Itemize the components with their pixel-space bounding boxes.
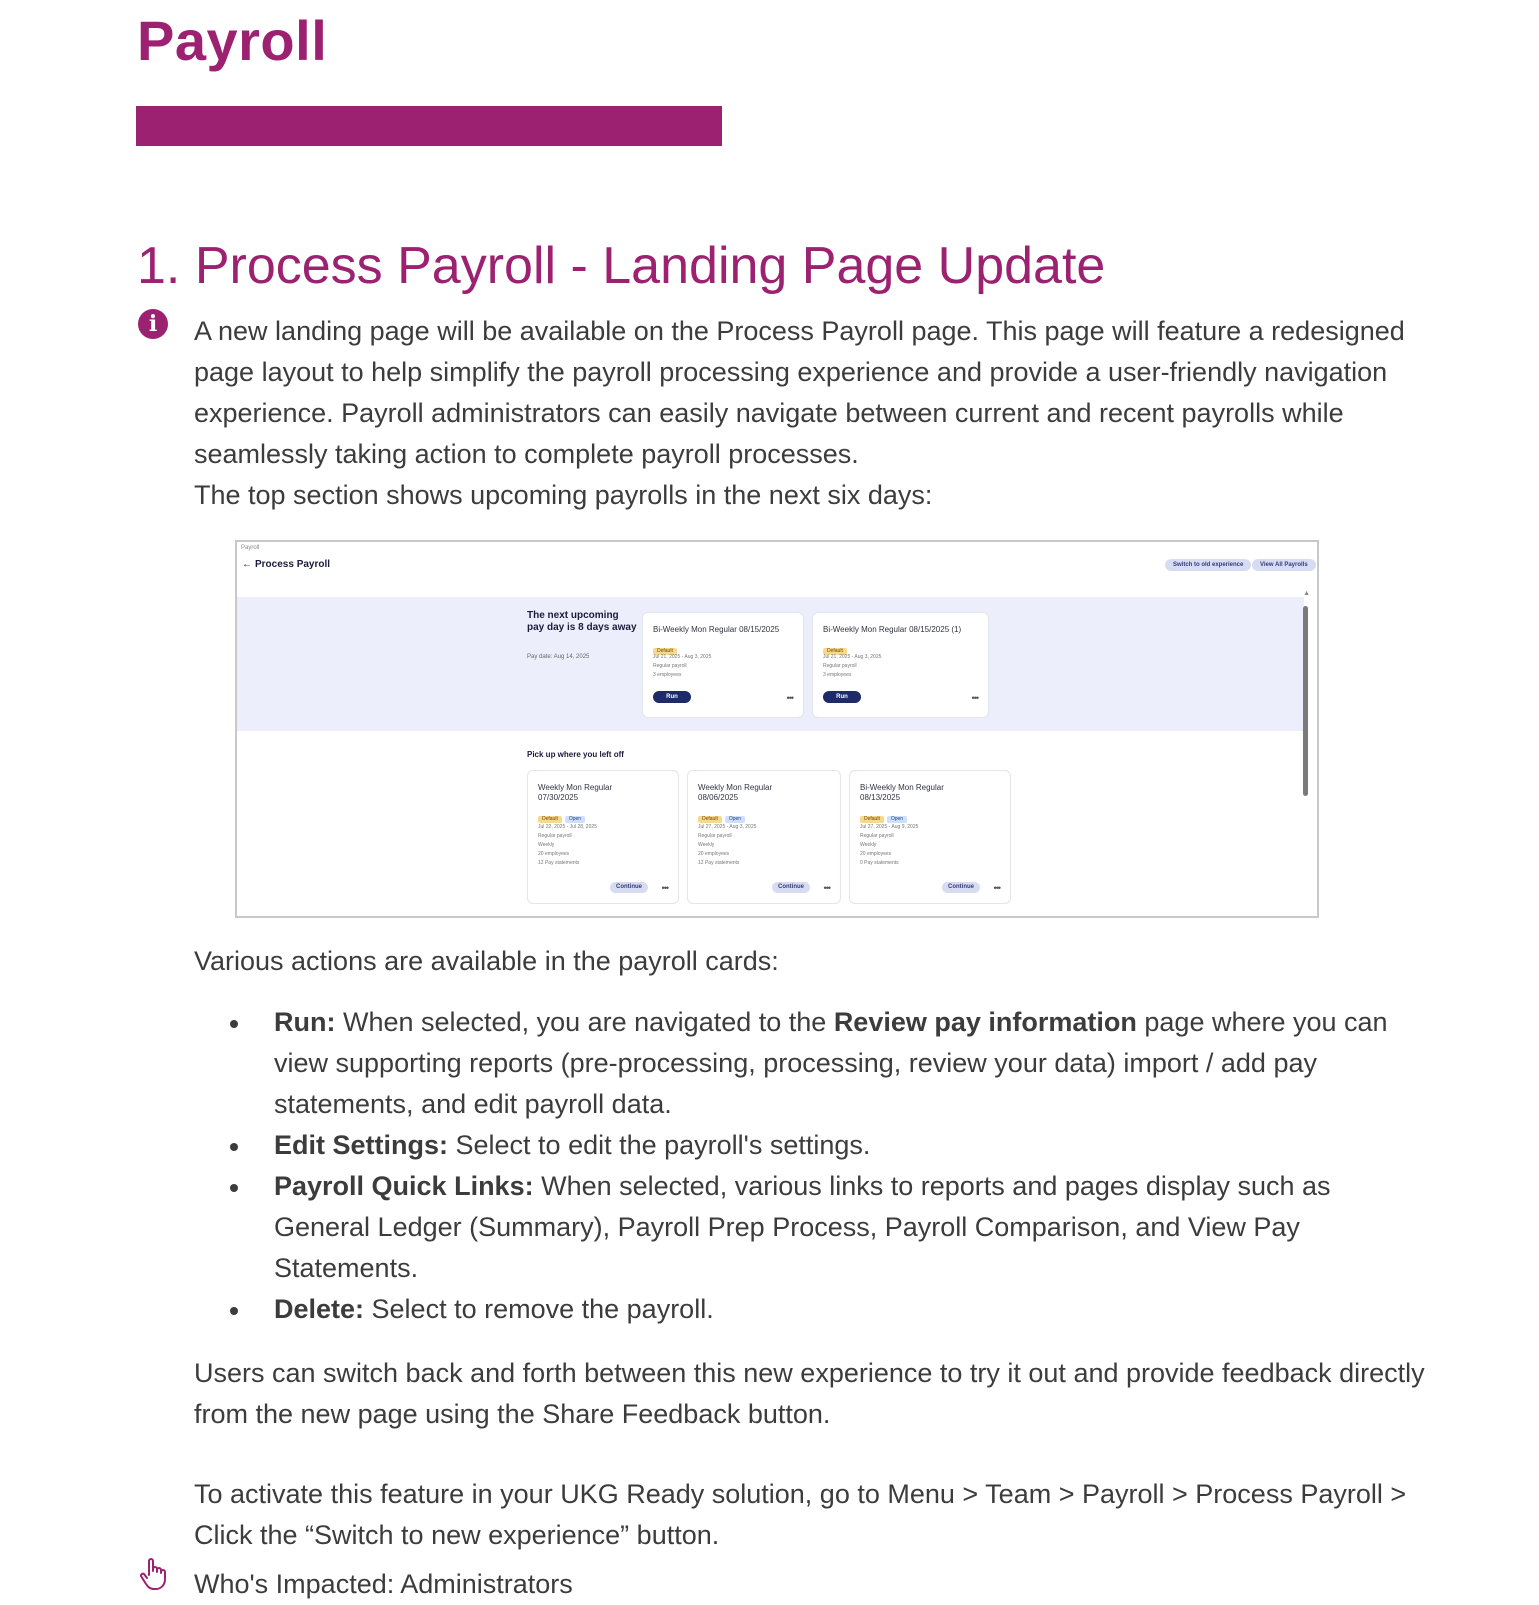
date-range: Jul 27, 2025 - Aug 3, 2025 xyxy=(698,824,757,830)
card-title: Bi-Weekly Mon Regular 08/15/2025 (1) xyxy=(823,625,962,634)
action-label: Payroll Quick Links: xyxy=(274,1171,534,1201)
process-payroll-screenshot xyxy=(235,540,1319,918)
switch-old-experience-button[interactable]: Switch to old experience xyxy=(1165,559,1251,571)
date-range: Jul 21, 2025 - Aug 3, 2025 xyxy=(823,654,882,660)
date-range: Jul 21, 2025 - Aug 3, 2025 xyxy=(653,654,712,660)
screenshot-page-title: Process Payroll xyxy=(255,559,331,570)
open-tag: Open xyxy=(887,816,907,823)
card-date: 07/30/2025 xyxy=(538,793,579,802)
activate-paragraph xyxy=(194,1474,1434,1556)
card-title: Weekly Mon Regular xyxy=(538,783,613,792)
open-tag: Open xyxy=(725,816,745,823)
upcoming-card[interactable] xyxy=(812,612,989,718)
intro-text: A new landing page will be available on the Process Payroll page. This page will feature a redesigned page layout to help simplify the payroll processing experience and provide a user-friendly navigation experience. Payroll administrators can easily navigate between current and recent payrolls while seamlessly taking action to complete payroll processes. xyxy=(194,316,1405,469)
impacted-paragraph xyxy=(194,1564,1434,1605)
action-label: Edit Settings: xyxy=(274,1130,448,1160)
card-title: Weekly Mon Regular xyxy=(698,783,773,792)
frequency: Weekly xyxy=(860,842,877,848)
frequency: Weekly xyxy=(698,842,715,848)
switch-paragraph xyxy=(194,1353,1434,1435)
more-options-icon[interactable]: ••• xyxy=(661,883,668,893)
hand-pointer-icon xyxy=(137,1557,171,1591)
back-arrow-icon[interactable]: ← xyxy=(242,559,252,570)
switch-text: Users can switch back and forth between this new experience to try it out and provide feedback directly from the new page using the Share Feedback button. xyxy=(194,1358,1425,1429)
scroll-up-icon[interactable]: ▲ xyxy=(1303,590,1310,597)
payroll-type: Regular payroll xyxy=(698,833,732,839)
payroll-type: Regular payroll xyxy=(653,663,687,669)
continue-button[interactable]: Continue xyxy=(610,882,648,893)
employee-count: 20 employees xyxy=(538,851,570,857)
default-tag: Default xyxy=(698,816,722,823)
title-underline-bar xyxy=(136,106,722,146)
recent-card[interactable] xyxy=(527,770,679,904)
action-label: Run: xyxy=(274,1007,336,1037)
default-tag: Default xyxy=(538,816,562,823)
payroll-type: Regular payroll xyxy=(823,663,857,669)
list-item-edit-settings: Edit Settings: Select to edit the payroll's settings. xyxy=(194,1125,1394,1166)
upcoming-card[interactable] xyxy=(642,612,804,718)
continue-button[interactable]: Continue xyxy=(772,882,810,893)
pick-up-title: Pick up where you left off xyxy=(527,750,624,759)
page-title: Payroll xyxy=(137,9,328,72)
payroll-type: Regular payroll xyxy=(538,833,572,839)
more-options-icon[interactable]: ••• xyxy=(823,883,830,893)
employee-count: 20 employees xyxy=(860,851,892,857)
info-icon: i xyxy=(138,309,168,339)
date-range: Jul 27, 2025 - Aug 9, 2025 xyxy=(860,824,919,830)
card-date: 08/06/2025 xyxy=(698,793,739,802)
date-range: Jul 22, 2025 - Jul 28, 2025 xyxy=(538,824,597,830)
recent-card[interactable] xyxy=(687,770,841,904)
section-heading: 1. Process Payroll - Landing Page Update xyxy=(137,237,1106,295)
card-title: Bi-Weekly Mon Regular xyxy=(860,783,944,792)
recent-card[interactable] xyxy=(849,770,1011,904)
list-item-run: Run: When selected, you are navigated to the Review pay information page where you can view supporting reports (pre-processing, processing, review your data) import / add pay statements, and edit payroll data. xyxy=(194,1002,1394,1125)
employee-count: 3 employees xyxy=(823,672,852,678)
employee-count: 3 employees xyxy=(653,672,682,678)
pay-statements: 12 Pay statements xyxy=(698,860,740,866)
default-tag: Default xyxy=(860,816,884,823)
more-options-icon[interactable]: ••• xyxy=(993,883,1000,893)
top-section-text: The top section shows upcoming payrolls in the next six days: xyxy=(194,480,933,510)
review-pay-information-label: Review pay information xyxy=(833,1007,1137,1037)
card-title: Bi-Weekly Mon Regular 08/15/2025 xyxy=(653,625,780,634)
actions-intro-paragraph xyxy=(194,941,1434,982)
employee-count: 20 employees xyxy=(698,851,730,857)
view-all-payrolls-button[interactable]: View All Payrolls xyxy=(1252,559,1316,571)
action-label: Delete: xyxy=(274,1294,365,1324)
list-item-quick-links: Payroll Quick Links: When selected, various links to reports and pages display such as General Ledger (Summary), Payroll Prep Process, Payroll Comparison, and View Pay Statements. xyxy=(194,1166,1394,1289)
payroll-type: Regular payroll xyxy=(860,833,894,839)
card-date: 08/13/2025 xyxy=(860,793,901,802)
actions-intro-text: Various actions are available in the payroll cards: xyxy=(194,946,779,976)
impacted-text: Who's Impacted: Administrators xyxy=(194,1569,573,1599)
more-options-icon[interactable]: ••• xyxy=(786,693,793,703)
actions-list xyxy=(194,1002,1394,1330)
frequency: Weekly xyxy=(538,842,555,848)
next-payday-text: The next upcoming pay day is 8 days away xyxy=(527,610,637,633)
intro-paragraph xyxy=(194,311,1434,475)
list-item-delete: Delete: Select to remove the payroll. xyxy=(194,1289,1394,1330)
open-tag: Open xyxy=(565,816,585,823)
pay-statements: 0 Pay statements xyxy=(860,860,899,866)
continue-button[interactable]: Continue xyxy=(942,882,980,893)
pay-statements: 12 Pay statements xyxy=(538,860,580,866)
activate-text: To activate this feature in your UKG Ready solution, go to Menu > Team > Payroll > Process Payroll > Click the “Switch to new experience” button. xyxy=(194,1479,1407,1550)
breadcrumb: Payroll xyxy=(241,545,260,551)
default-tag: Default xyxy=(823,648,847,655)
run-button[interactable]: Run xyxy=(653,691,691,703)
run-button[interactable]: Run xyxy=(823,691,861,703)
scrollbar-thumb[interactable] xyxy=(1303,606,1308,796)
default-tag: Default xyxy=(653,648,677,655)
pay-date: Pay date: Aug 14, 2025 xyxy=(527,654,590,660)
top-section-paragraph xyxy=(194,475,1434,516)
more-options-icon[interactable]: ••• xyxy=(971,693,978,703)
